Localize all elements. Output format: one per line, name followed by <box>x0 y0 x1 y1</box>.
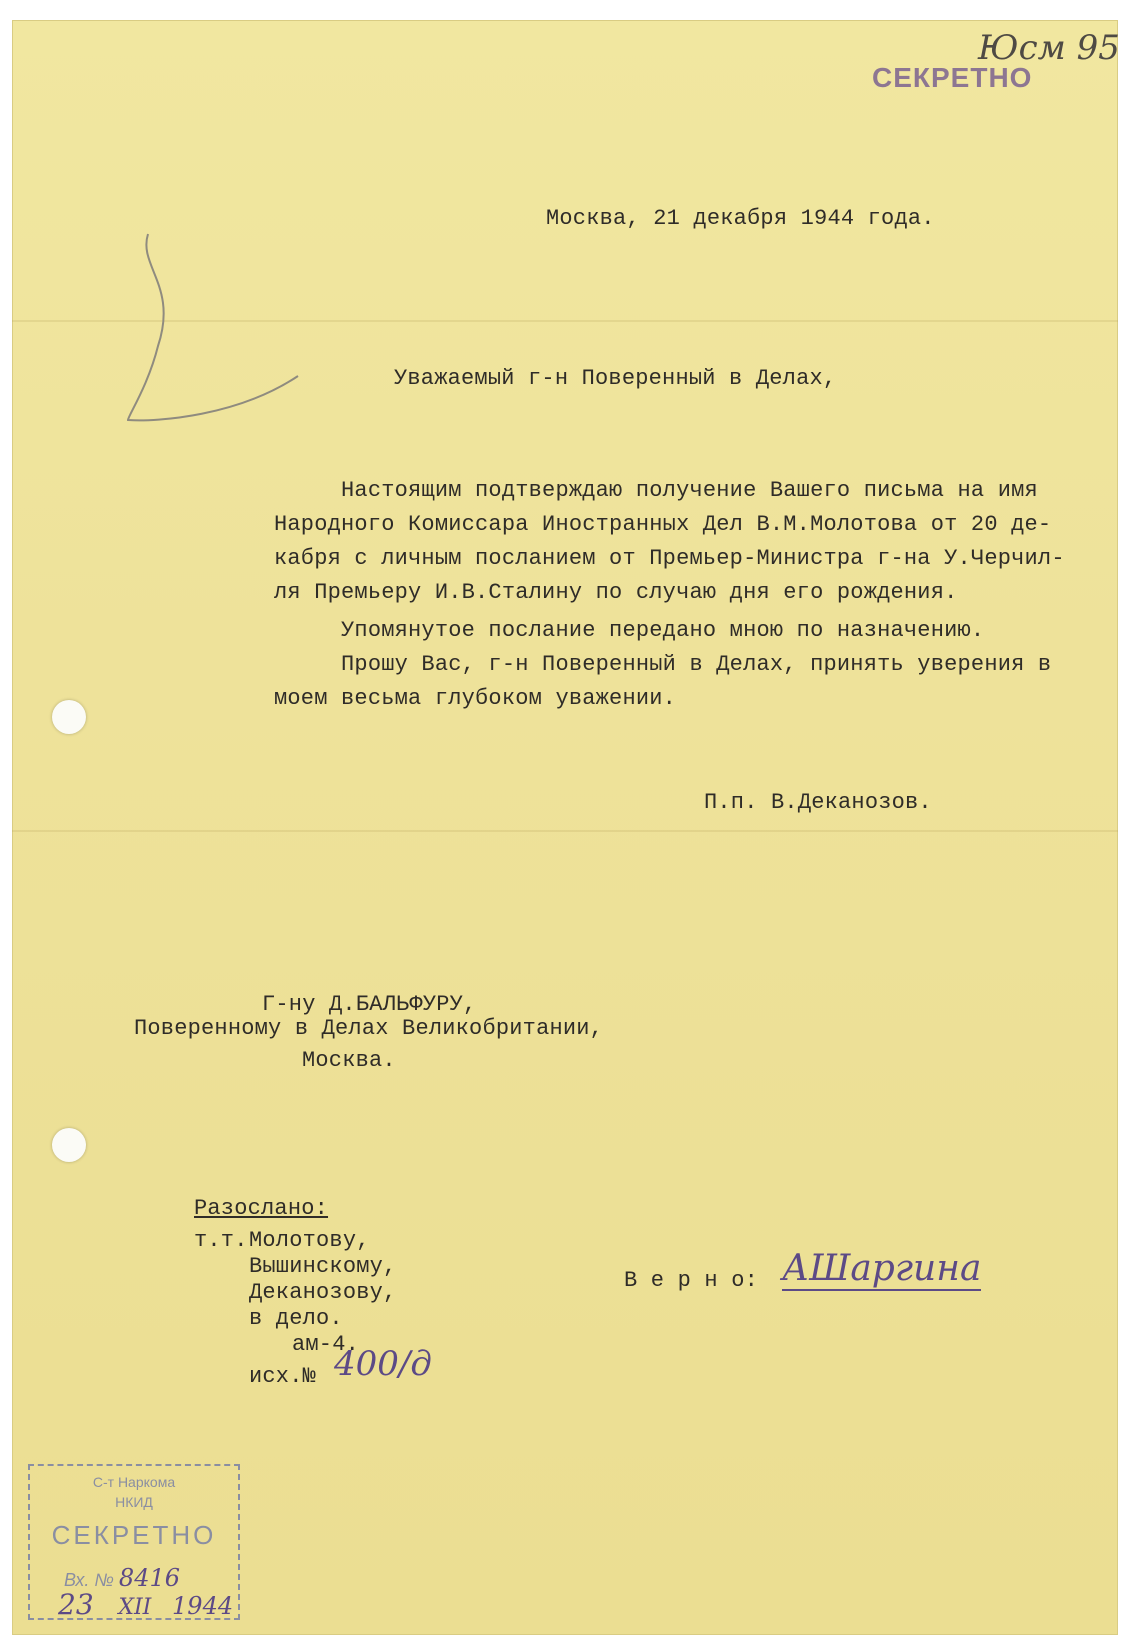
inbox-date-year: 1944 <box>172 1592 234 1620</box>
distribution-heading: Разослано: <box>194 1196 329 1221</box>
letter-salutation: Уважаемый г-н Поверенный в Делах, <box>394 366 837 391</box>
inbox-date-day: 23 <box>58 1588 94 1621</box>
distribution-copies: ам-4. <box>292 1332 360 1357</box>
letter-body-line: Народного Комиссара Иностранных Дел В.М.Молотова от 20 де- <box>274 512 1052 537</box>
secret-stamp: СЕКРЕТНО <box>872 62 1033 93</box>
letter-body-line: моем весьма глубоком уважении. <box>274 686 677 711</box>
letter-body-line: Настоящим подтверждаю получение Вашего письма на имя <box>274 478 1038 503</box>
outgoing-number: 400/д <box>334 1344 432 1384</box>
letter-body-line: Упомянутое послание передано мною по назначению. <box>274 618 985 643</box>
addressee-name: Г-ну Д.БАЛЬФУРУ, <box>262 992 477 1017</box>
inbox-stamp-line: НКИД <box>115 1494 153 1510</box>
letter-body-line: кабря с личным посланием от Премьер-Министра г-на У.Черчил- <box>274 546 1065 571</box>
certification-label: В е р н о: <box>624 1268 759 1293</box>
distribution-recipient: Вышинскому, <box>249 1254 397 1279</box>
distribution-prefix: т.т. <box>194 1228 248 1253</box>
letter-signature: П.п. В.Деканозов. <box>704 790 932 815</box>
outgoing-label: исх.№ <box>249 1364 317 1389</box>
pencil-mark-icon <box>118 226 308 436</box>
incoming-registration-stamp <box>28 1464 240 1620</box>
inbox-date <box>58 1588 233 1621</box>
distribution-recipient: в дело. <box>249 1306 343 1331</box>
letter-body-line: ля Премьеру И.В.Сталину по случаю дня его рождения. <box>274 580 958 605</box>
letter-body-line: Прошу Вас, г-н Поверенный в Делах, принять уверения в <box>274 652 1052 677</box>
punch-hole <box>52 1128 86 1162</box>
inbox-date-month: XII <box>118 1595 152 1620</box>
addressee-city: Москва. <box>302 1048 396 1073</box>
certification-signature: АШаргина <box>782 1248 982 1289</box>
letter-date: Москва, 21 декабря 1944 года. <box>546 206 935 231</box>
inbox-stamp-line: С-т Наркома <box>92 1474 176 1490</box>
inbox-incoming-number: 8416 <box>118 1564 180 1592</box>
distribution-recipient: Деканозову, <box>249 1280 397 1305</box>
archive-handwritten-note: Юсм 95 <box>978 28 1120 68</box>
addressee-title: Поверенному в Делах Великобритании, <box>134 1016 604 1041</box>
paper-fold <box>12 830 1118 832</box>
punch-hole <box>52 700 86 734</box>
distribution-recipient: Молотову, <box>249 1228 370 1253</box>
inbox-incoming-label-text: Вх. № <box>64 1570 114 1590</box>
inbox-stamp-secret: СЕКРЕТНО <box>51 1520 217 1550</box>
